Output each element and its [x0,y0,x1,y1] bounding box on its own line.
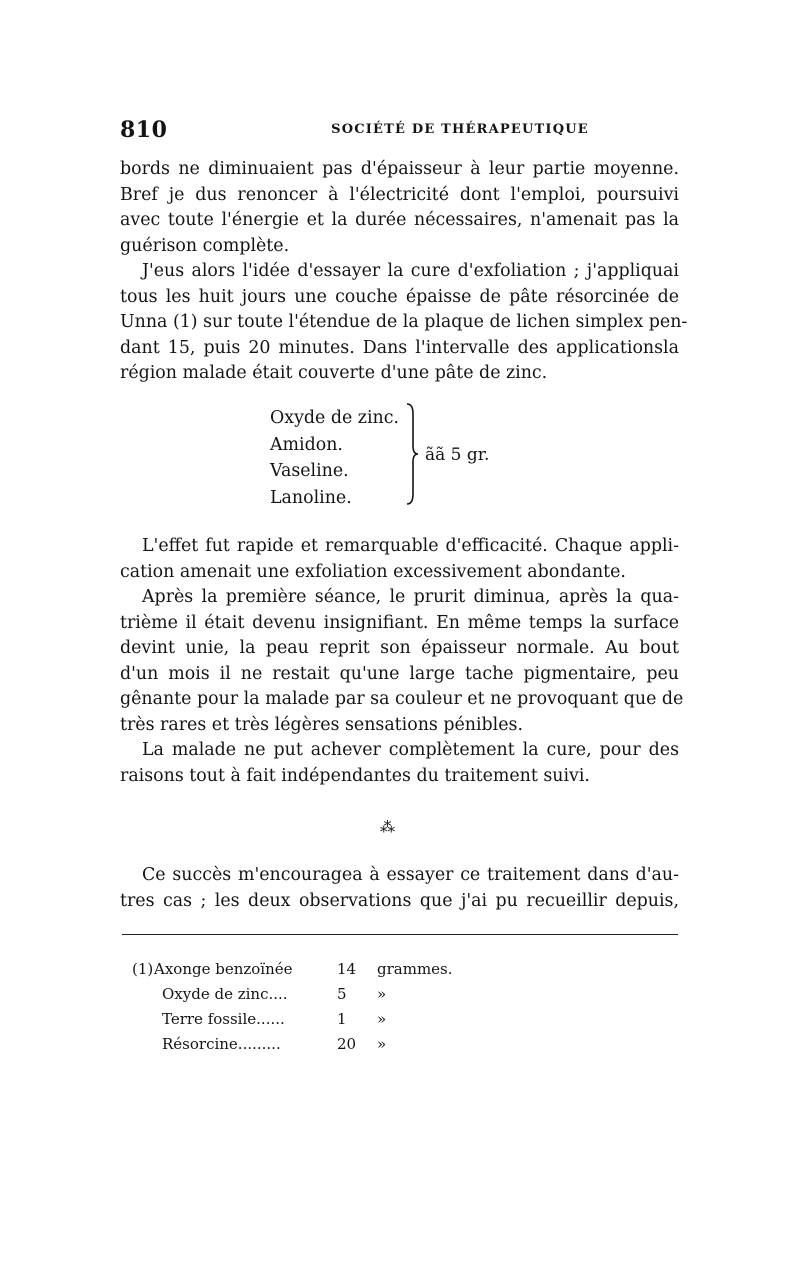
text-line: bords ne diminuaient pas d'épaisseur à leur partie moyenne. [120,159,679,179]
text-line: d'un mois il ne restait qu'une large tache pigmentaire, peu [120,663,679,684]
text-line: région malade était couverte d'une pâte de zinc. [120,363,548,384]
formula-item: Vaseline. [270,461,349,481]
ingredient-qty: 1 [337,1010,347,1028]
paragraph-1 [120,157,679,259]
footnote-marker: (1) [132,960,154,978]
text-line: cation amenait une exfoliation excessivement abondante. [120,561,626,582]
paragraph-2 [120,259,688,387]
formula-item: Amidon. [270,434,343,455]
text-line: Unna (1) sur toute l'étendue de la plaque de lichen simplex pen- [120,312,688,333]
text-line: Après la première séance, le prurit diminua, après la qua- [142,587,679,607]
ingredient-unit: grammes. [377,960,453,978]
text-line: tous les huit jours une couche épaisse de pâte résorcinée de [120,286,679,307]
text-line: La malade ne put achever complètement la cure, pour des [142,740,679,760]
ingredient-name: Oxyde de zinc.... [162,985,288,1003]
formula-list [270,405,399,511]
text-line: très rares et très légères sensations pénibles. [120,714,523,735]
text-line: raisons tout à fait indépendantes du traitement suivi. [120,765,590,786]
running-title: SOCIÉTÉ DE THÉRAPEUTIQUE [331,122,589,137]
text-line: J'eus alors l'idée d'essayer la cure d'exfoliation ; j'appliquai [142,261,679,281]
ingredient-unit: » [377,985,387,1003]
formula-item: Lanoline. [270,487,352,508]
ingredient-qty: 5 [337,985,347,1003]
footnote-row [162,1032,453,1057]
paragraph-5 [120,738,679,789]
ingredient-qty: 14 [337,960,357,978]
text-line: gênante pour la malade par sa couleur et ne provoquant que de [120,689,684,710]
footnote-divider [122,934,678,935]
paragraph-6 [120,863,679,914]
ingredient-name: Axonge benzoïnée [154,960,293,978]
footnote-row [162,982,453,1007]
paragraph-4 [120,585,684,739]
text-line: tres cas ; les deux observations que j'ai pu recueillir depuis, [120,890,679,911]
text-line: trième il était devenu insignifiant. En même temps la surface [120,612,679,633]
ingredient-qty: 20 [337,1035,357,1053]
text-line: avec toute l'énergie et la durée nécessaires, n'amenait pas la [120,210,679,231]
formula-dose: ãã 5 gr. [425,445,490,465]
ingredient-name: Résorcine......... [162,1035,281,1053]
curly-brace-icon [405,402,419,506]
footnote-table [154,957,453,1057]
text-line: dant 15, puis 20 minutes. Dans l'intervalle des applicationsla [120,337,679,358]
text-line: devint unie, la peau reprit son épaisseur normale. Au bout [120,638,679,659]
text-line: Bref je dus renoncer à l'électricité dont l'emploi, poursuivi [120,184,679,205]
ingredient-unit: » [377,1010,387,1028]
section-separator: ⁂ [380,818,395,836]
ingredient-unit: » [377,1035,387,1053]
footnote-row [162,1007,453,1032]
page-number: 810 [120,117,168,143]
formula-item: Oxyde de zinc. [270,408,399,428]
ingredient-name: Terre fossile...... [162,1010,285,1028]
text-line: guérison complète. [120,235,290,256]
footnote-row [154,957,453,982]
paragraph-3 [120,534,679,585]
text-line: L'effet fut rapide et remarquable d'efficacité. Chaque appli- [142,536,679,556]
text-line: Ce succès m'encouragea à essayer ce traitement dans d'au- [142,865,679,885]
